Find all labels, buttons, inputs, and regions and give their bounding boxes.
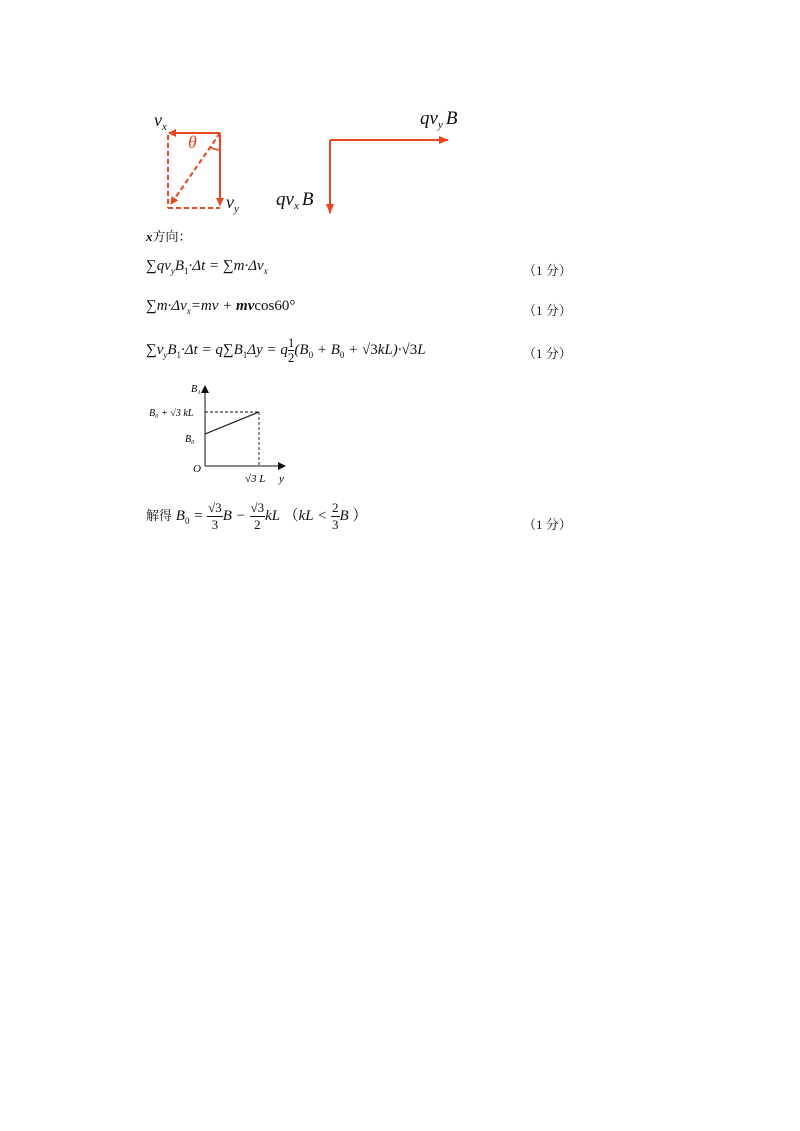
graph-x-tick-label: √3 L (245, 473, 266, 485)
left-force-label: $qv_x$ B (276, 189, 314, 212)
top-force-label: $qv_y$ B (420, 108, 458, 131)
velocity-vector-diagram (140, 100, 270, 220)
equation-1-score: （1 分） (523, 263, 572, 278)
graph-x-axis-label: y (279, 473, 284, 485)
equation-1: $\sum qv_yB_1\cdot\Delta t = \sum m\cdot\Delta v_x$ (146, 258, 268, 276)
b1-line (205, 412, 259, 434)
section-label (146, 226, 192, 245)
equation-3-score: （1 分） (523, 346, 572, 361)
section-var: x (146, 229, 153, 244)
result-equation: 解得 $B_0$ = $\frac{√3}{3}$ B − $\frac{√3}{2}$ kL （kL < $\frac{2}{3}$ B ） (146, 500, 368, 532)
graph-y-axis-label: B₁ (191, 384, 201, 395)
theta-arc (211, 147, 221, 150)
graph-start-value-label: B₀ (185, 434, 195, 445)
graph-origin-label: O (193, 463, 201, 475)
section-text: 方向： (152, 229, 192, 244)
equation-3: $\sum v_yB_1\cdot\Delta t = q\sum B_1\Delta y = q$ $\frac{1}{2}$ $(B_0 + B_0 + √3kL)\cdot√3L$ (146, 335, 426, 365)
force-diagram (270, 100, 500, 220)
vx-label: $v_x$ (154, 110, 167, 133)
equation-2-score: （1 分） (523, 303, 572, 318)
vy-label: $v_y$ (226, 192, 239, 215)
graph-top-value-label: B₀ + √3 kL (149, 408, 194, 419)
b1-vs-y-graph (145, 378, 305, 493)
equation-2: $\sum m\cdot\Delta v_x=mv + mvcos60^\circ$ (146, 298, 296, 316)
result-score: （1 分） (523, 517, 572, 532)
theta-label: θ (188, 132, 197, 152)
result-prefix: 解得 (146, 507, 173, 523)
